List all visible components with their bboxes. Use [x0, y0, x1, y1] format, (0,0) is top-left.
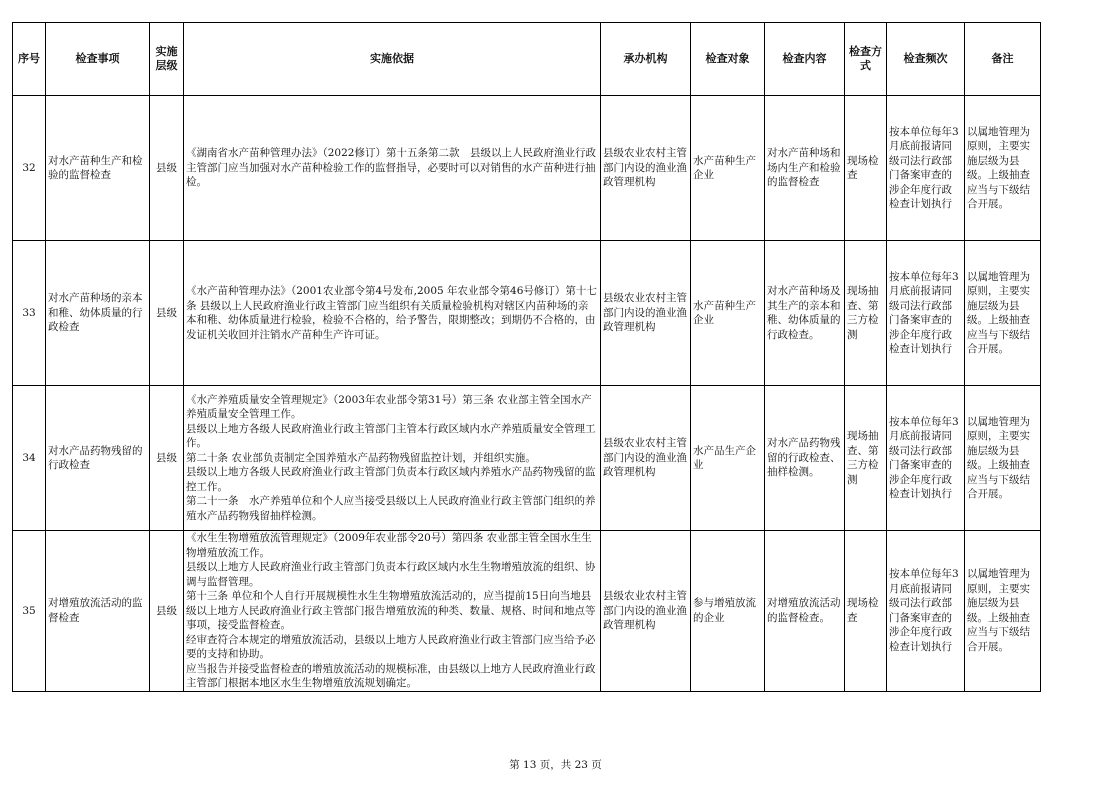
header-method: 检查方式: [845, 23, 887, 96]
basis-line: 《水生生物增殖放流管理规定》（2009年农业部令20号）第四条 农业部主管全国水生生物增殖放流工作。: [186, 532, 592, 559]
header-level: 实施层级: [150, 23, 184, 96]
table-row: [13, 96, 1041, 241]
inspection-table: [12, 22, 1041, 692]
header-target: 检查对象: [691, 23, 765, 96]
row-method: 现场抽查、第三方检测: [845, 241, 887, 386]
basis-line: 第二十一条 水产养殖单位和个人应当接受县级以上人民政府渔业行政主管部门组织的养殖水产品药物残留抽样检测。: [186, 495, 596, 522]
row-target: 参与增殖放流的企业: [691, 531, 765, 692]
header-basis: 实施依据: [184, 23, 601, 96]
basis-line: 县级以上地方各级人民政府渔业行政主管部门主管本行政区域内水产养殖质量安全管理工作。: [186, 422, 596, 450]
header-agency: 承办机构: [601, 23, 691, 96]
row-basis: [184, 386, 601, 531]
row-seq: 32: [13, 96, 46, 241]
row-remarks: 以属地管理为原则，主要实施层级为县级。上级抽查应当与下级结合开展。: [965, 386, 1041, 531]
basis-line: 县级以上地方人民政府渔业行政主管部门负责本行政区域内水生生物增殖放流的组织、协调与监督管理。: [186, 561, 596, 588]
row-content: 对水产苗种场及其生产的亲本和稚、幼体质量的行政检查。: [765, 241, 845, 386]
row-method: 现场检查: [845, 96, 887, 241]
row-seq: 34: [13, 386, 46, 531]
row-level: 县级: [150, 96, 184, 241]
row-level: 县级: [150, 386, 184, 531]
table-row: [13, 386, 1041, 531]
row-remarks: 以属地管理为原则，主要实施层级为县级。上级抽查应当与下级结合开展。: [965, 96, 1041, 241]
row-frequency: 按本单位每年3月底前报请同级司法行政部门备案审查的涉企年度行政检查计划执行: [887, 241, 965, 386]
header-frequency: 检查频次: [887, 23, 965, 96]
header-remarks: 备注: [965, 23, 1041, 96]
row-content: 对水产品药物残留的行政检查、抽样检测。: [765, 386, 845, 531]
row-basis: 《湖南省水产苗种管理办法》（2022修订）第十五条第二款 县级以上人民政府渔业行政主管部门应当加强对水产苗种检验工作的监督指导，必要时可以对销售的水产苗种进行抽检。: [184, 96, 601, 241]
row-item: 对水产苗种生产和检验的监督检查: [46, 96, 150, 241]
basis-line: 《水产养殖质量安全管理规定》（2003年农业部令第31号）第三条 农业部主管全国水产养殖质量安全管理工作。: [186, 393, 592, 421]
row-seq: 33: [13, 241, 46, 386]
header-content: 检查内容: [765, 23, 845, 96]
row-method: 现场检查: [845, 531, 887, 692]
row-frequency: 按本单位每年3月底前报请同级司法行政部门备案审查的涉企年度行政检查计划执行: [887, 531, 965, 692]
row-item: 对水产品药物残留的行政检查: [46, 386, 150, 531]
row-method: 现场抽查、第三方检测: [845, 386, 887, 531]
row-item: 对增殖放流活动的监督检查: [46, 531, 150, 692]
row-content: 对水产苗种场和场内生产和检验的监督检查: [765, 96, 845, 241]
table-header-row: [13, 23, 1041, 96]
row-remarks: 以属地管理为原则，主要实施层级为县级。上级抽查应当与下级结合开展。: [965, 531, 1041, 692]
row-agency: 县级农业农村主管部门内设的渔业渔政管理机构: [601, 531, 691, 692]
basis-line: 经审查符合本规定的增殖放流活动，县级以上地方人民政府渔业行政主管部门应当给予必要的支持和协助。: [186, 633, 596, 660]
page-number: 第 13 页，共 23 页: [509, 759, 602, 771]
table-row: [13, 241, 1041, 386]
row-basis: 《水产苗种管理办法》（2001农业部令第4号发布,2005 年农业部令第46号修订）第十七条 县级以上人民政府渔业行政主管部门应当组织有关质量检验机构对辖区内苗种场的亲本和稚、幼体质量进行检验，检验不合格的，给予警告，限期整改；到期仍不合格的，由发证机关收回并注销水产苗种生产许可证。: [184, 241, 601, 386]
row-frequency: 按本单位每年3月底前报请同级司法行政部门备案审查的涉企年度行政检查计划执行: [887, 96, 965, 241]
basis-line: 第二十条 农业部负责制定全国养殖水产品药物残留监控计划，并组织实施。: [186, 451, 536, 464]
row-agency: 县级农业农村主管部门内设的渔业渔政管理机构: [601, 96, 691, 241]
row-agency: 县级农业农村主管部门内设的渔业渔政管理机构: [601, 241, 691, 386]
row-level: 县级: [150, 531, 184, 692]
row-item: 对水产苗种场的亲本和稚、幼体质量的行政检查: [46, 241, 150, 386]
row-level: 县级: [150, 241, 184, 386]
row-frequency: 按本单位每年3月底前报请同级司法行政部门备案审查的涉企年度行政检查计划执行: [887, 386, 965, 531]
header-seq: 序号: [13, 23, 46, 96]
basis-line: 县级以上地方各级人民政府渔业行政主管部门负责本行政区域内养殖水产品药物残留的监控工作。: [186, 466, 596, 493]
basis-line: 第十三条 单位和个人自行开展规模性水生生物增殖放流活动的，应当提前15日向当地县级以上地方人民政府渔业行政主管部门报告增殖放流的种类、数量、规格、时间和地点等事项，接受监督检查。: [186, 590, 596, 631]
row-content: 对增殖放流活动的监督检查。: [765, 531, 845, 692]
header-item: 检查事项: [46, 23, 150, 96]
row-basis: [184, 531, 601, 692]
basis-line: 应当报告并接受监督检查的增殖放流活动的规模标准，由县级以上地方人民政府渔业行政主管部门根据本地区水生生物增殖放流规划确定。: [186, 662, 596, 689]
row-remarks: 以属地管理为原则，主要实施层级为县级。上级抽查应当与下级结合开展。: [965, 241, 1041, 386]
row-target: 水产苗种生产企业: [691, 96, 765, 241]
row-target: 水产苗种生产企业: [691, 241, 765, 386]
row-seq: 35: [13, 531, 46, 692]
table-row: [13, 531, 1041, 692]
row-target: 水产品生产企业: [691, 386, 765, 531]
row-agency: 县级农业农村主管部门内设的渔业渔政管理机构: [601, 386, 691, 531]
